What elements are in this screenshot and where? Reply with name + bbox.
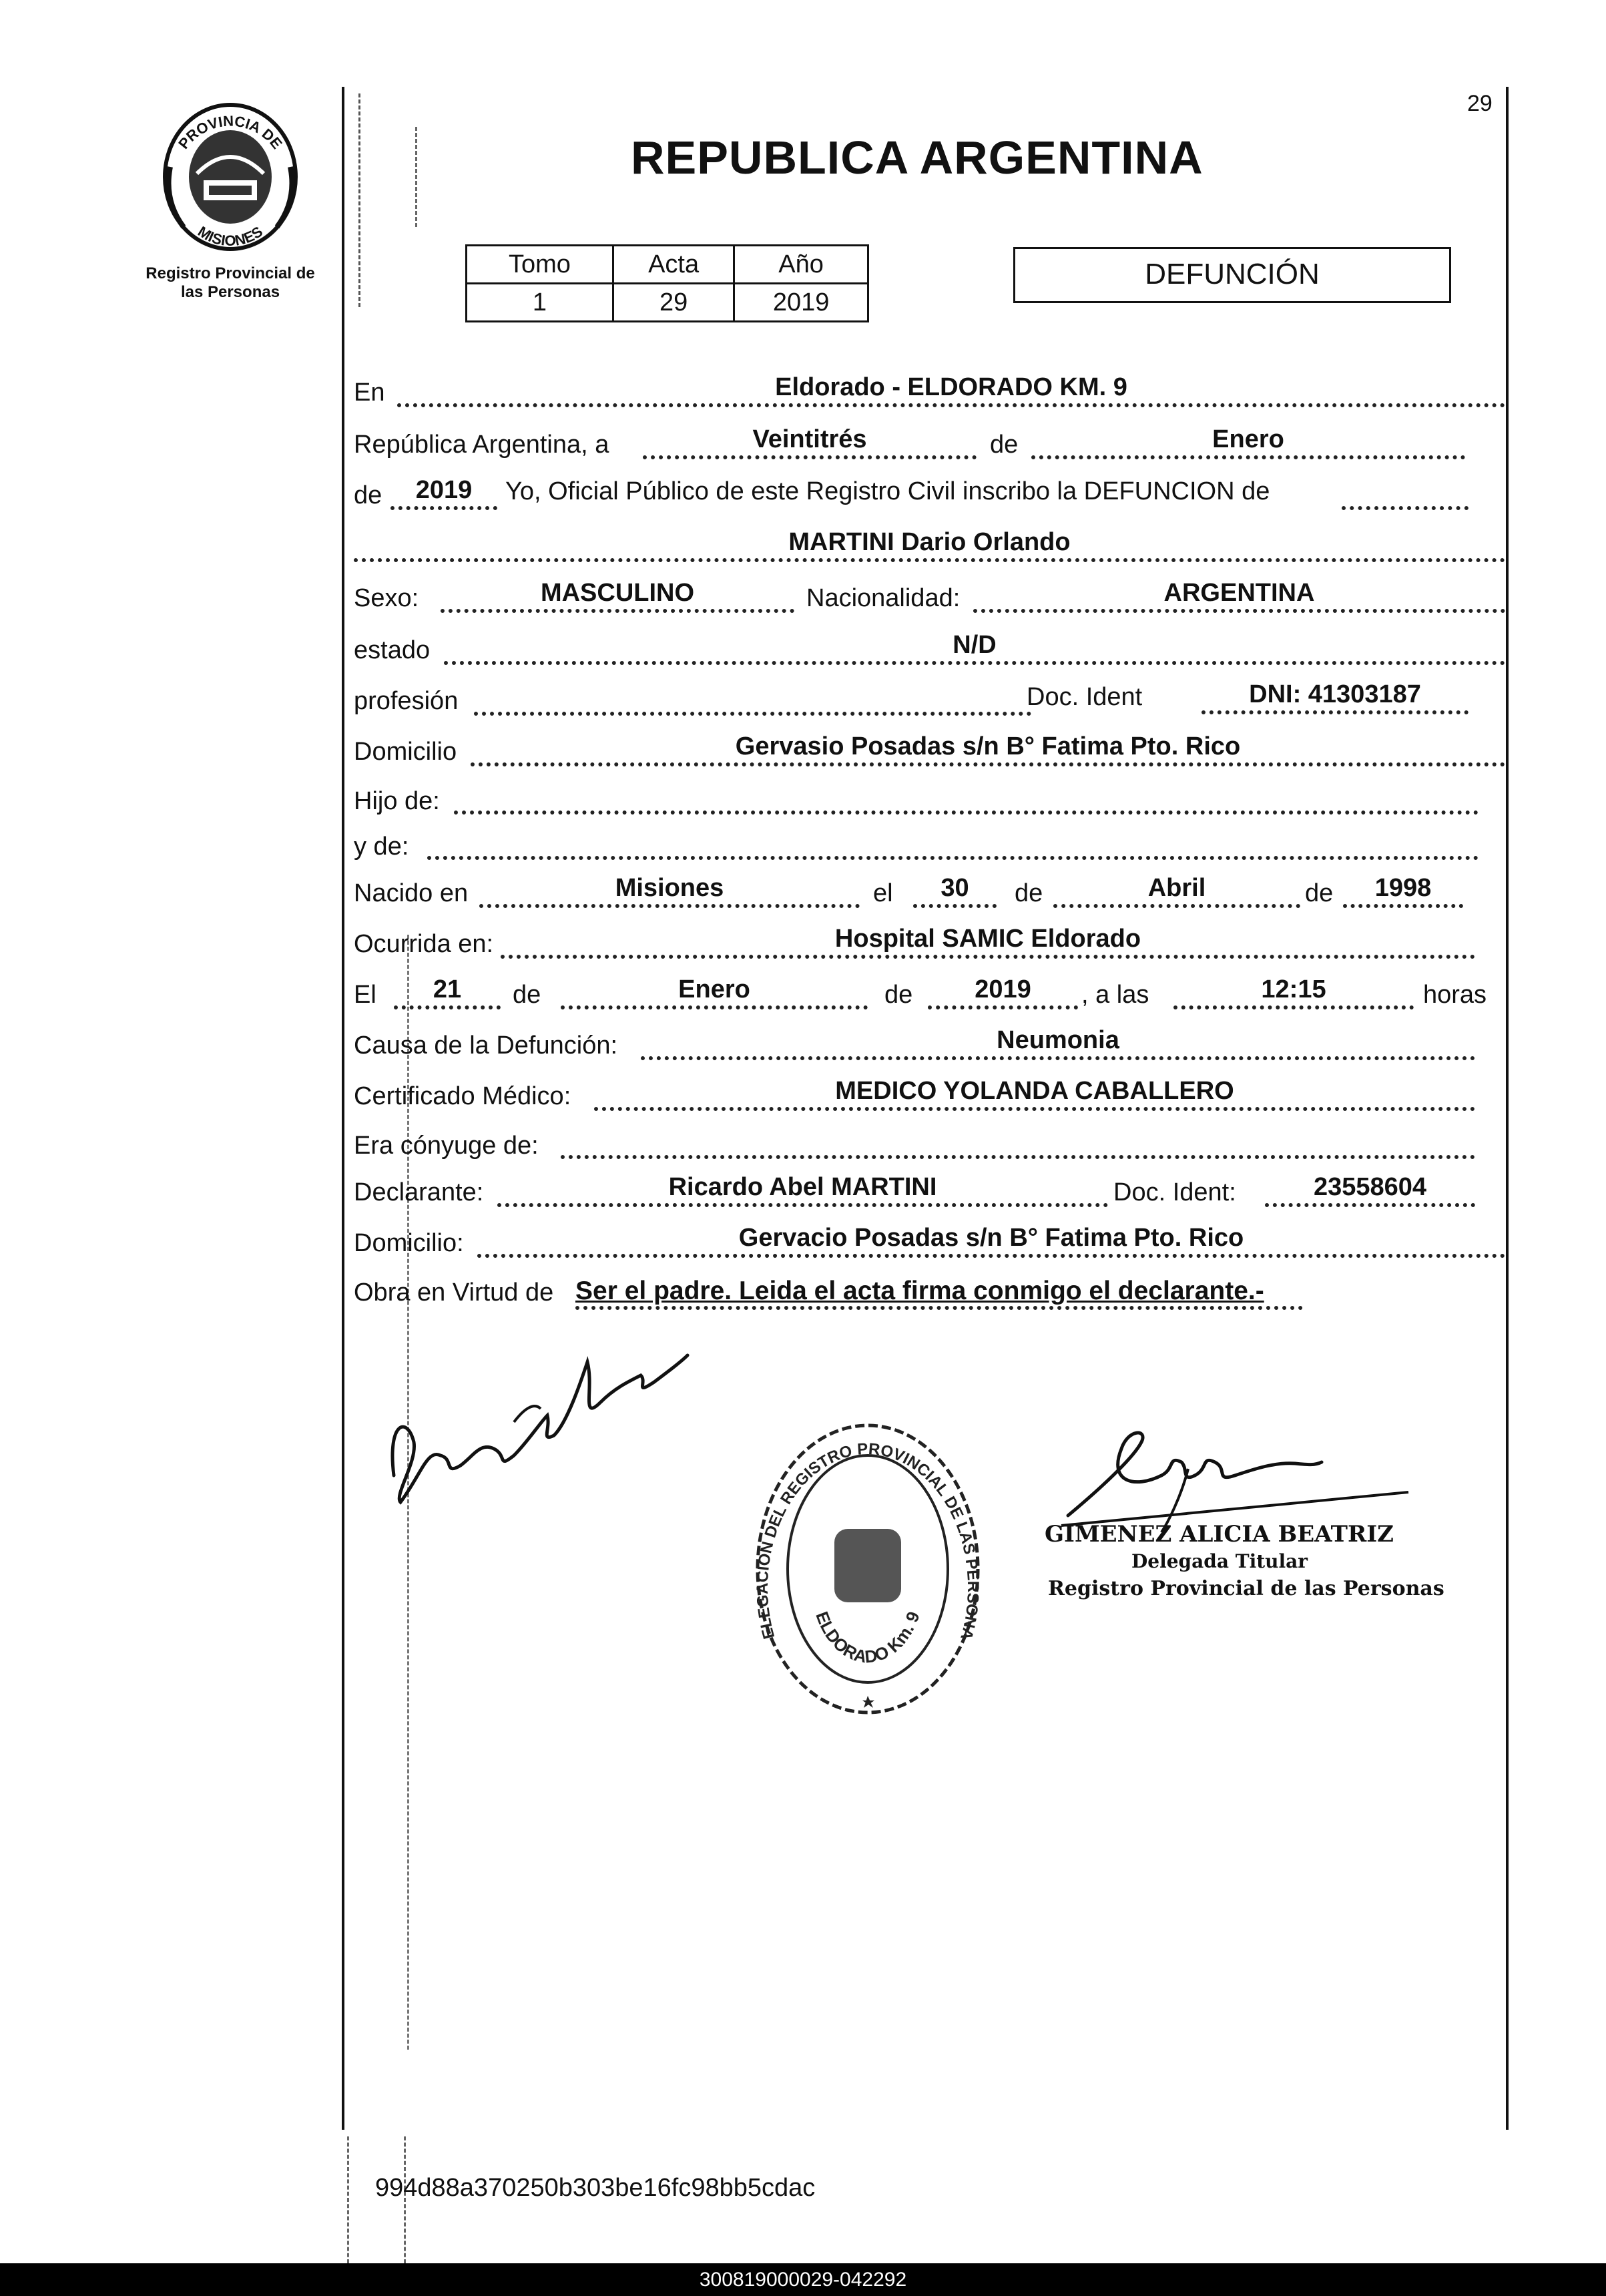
- declarant-signature: [380, 1342, 694, 1509]
- acta-value-row: [467, 284, 868, 322]
- domicilio-value: Gervasio Posadas s/n B° Fatima Pto. Rico: [735, 732, 1241, 760]
- declarante-doc-dotline: [1265, 1203, 1475, 1207]
- year-dotline: [390, 506, 497, 510]
- declarante-value: Ricardo Abel MARTINI: [668, 1173, 937, 1201]
- death-year: 2019: [975, 975, 1031, 1003]
- document-type-box: DEFUNCIÓN: [1013, 247, 1451, 303]
- profesion-label: profesión: [354, 687, 459, 715]
- el-label-2: El: [354, 981, 376, 1009]
- stamp-arc-text: ELEGACION DEL REGISTRO PROVINCIAL DE LAS PERSONA: [753, 1439, 983, 1642]
- nacionalidad-label: Nacionalidad:: [806, 584, 961, 612]
- conyuge-label: Era cónyuge de:: [354, 1132, 539, 1160]
- estado-value: N/D: [953, 631, 997, 659]
- de-label-1: de: [990, 431, 1019, 459]
- domicilio-label-2: Domicilio:: [354, 1229, 464, 1257]
- barcode-strip: 300819000029-042292: [0, 2263, 1606, 2296]
- left-margin-line: [342, 87, 344, 2130]
- birth-month-dotline: [1053, 904, 1300, 908]
- doc-ident-label-2: Doc. Ident:: [1113, 1178, 1236, 1206]
- acta-table: [465, 244, 869, 322]
- declarante-doc: 23558604: [1313, 1173, 1427, 1201]
- hijo-label: Hijo de:: [354, 787, 440, 815]
- estado-dotline: [444, 661, 1505, 665]
- logo-arc-bottom: MISIONES: [195, 222, 266, 249]
- ocurrida-label: Ocurrida en:: [354, 930, 494, 958]
- death-time: 12:15: [1261, 975, 1326, 1003]
- obra-value: Ser el padre. Leida el acta firma conmigo el declarante.-: [575, 1277, 1264, 1305]
- registry-line-2: las Personas: [180, 283, 280, 301]
- death-month: Enero: [678, 975, 750, 1003]
- right-margin-line: [1506, 87, 1509, 2130]
- estado-label: estado: [354, 636, 431, 664]
- ocurrida-value: Hospital SAMIC Eldorado: [834, 925, 1141, 953]
- sexo-value: MASCULINO: [540, 579, 695, 607]
- page-title: REPUBLICA ARGENTINA: [631, 132, 1203, 184]
- declarant-signature-text: Ricardo Martini: [380, 1342, 385, 1343]
- en-label: En: [354, 379, 385, 407]
- ocurrida-dotline: [501, 955, 1475, 959]
- de-label-2: de: [1015, 879, 1043, 907]
- horas-label: horas: [1423, 981, 1487, 1009]
- causa-label: Causa de la Defunción:: [354, 1031, 618, 1060]
- official-signature: [1055, 1415, 1415, 1536]
- profesion-dotline: [474, 712, 1031, 716]
- official-title: Delegada Titular: [1131, 1550, 1308, 1572]
- de-label-3: de: [1305, 879, 1334, 907]
- death-time-dotline: [1173, 1005, 1414, 1009]
- page-number: 29: [1467, 91, 1493, 116]
- certificado-label: Certificado Médico:: [354, 1082, 571, 1110]
- birth-year: 1998: [1374, 874, 1432, 902]
- official-name: GIMENEZ ALICIA BEATRIZ: [1045, 1521, 1394, 1548]
- day-text-value: Veintitrés: [752, 425, 867, 453]
- registry-caption: [120, 264, 340, 302]
- y-de-label: y de:: [354, 833, 409, 861]
- acta-header-acta: Acta: [613, 246, 734, 284]
- death-month-dotline: [561, 1005, 868, 1009]
- death-year-dotline: [928, 1005, 1078, 1009]
- domicilio-dotline: [471, 762, 1505, 766]
- birth-day: 30: [941, 874, 969, 902]
- deceased-name: MARTINI Dario Orlando: [788, 528, 1071, 556]
- birth-month: Abril: [1147, 874, 1206, 902]
- domicilio-label: Domicilio: [354, 738, 457, 766]
- causa-value: Neumonia: [997, 1026, 1119, 1054]
- certificado-dotline: [594, 1107, 1475, 1111]
- sexo-dotline: [441, 609, 794, 613]
- day-dotline: [643, 455, 977, 459]
- hijo-dotline: [454, 811, 1479, 815]
- fold-line-1: [358, 93, 360, 307]
- y-de-dotline: [427, 856, 1479, 860]
- doc-ident-dotline: [1201, 710, 1468, 714]
- month-text-value: Enero: [1212, 425, 1284, 453]
- conyuge-dotline: [561, 1155, 1475, 1159]
- acta-value-tomo: 1: [467, 284, 613, 322]
- declarante-label: Declarante:: [354, 1178, 484, 1206]
- svg-text:DELEGACION DEL REGISTRO PROVIN: [748, 1415, 982, 1642]
- doc-ident-label: Doc. Ident: [1027, 683, 1143, 711]
- death-day: 21: [433, 975, 462, 1003]
- logo-arc-top: PROVINCIA DE: [175, 112, 286, 152]
- nacionalidad-value: ARGENTINA: [1163, 579, 1315, 607]
- en-dotline: [397, 403, 1505, 407]
- birth-day-dotline: [913, 904, 997, 908]
- declarante-dotline: [497, 1203, 1108, 1207]
- domicilio-2-dotline: [477, 1254, 1505, 1258]
- nacido-place: Misiones: [615, 874, 724, 902]
- domicilio-value-2: Gervacio Posadas s/n B° Fatima Pto. Rico: [738, 1224, 1244, 1252]
- svg-text:ELDORADO Km. 9: [812, 1609, 923, 1667]
- acta-header-row: [467, 246, 868, 284]
- republica-label: República Argentina, a: [354, 431, 609, 459]
- certificado-value: MEDICO YOLANDA CABALLERO: [835, 1077, 1234, 1105]
- province-logo: [157, 100, 304, 254]
- year-value: 2019: [415, 476, 473, 504]
- obra-dotline: [575, 1306, 1303, 1310]
- fold-line-2: [415, 127, 417, 227]
- fold-line-4: [347, 2136, 349, 2263]
- document-hash: 994d88a370250b303be16fc98bb5cdac: [375, 2174, 816, 2202]
- causa-dotline: [641, 1056, 1475, 1060]
- registry-line-1: Registro Provincial de: [146, 264, 315, 282]
- death-day-dotline: [394, 1005, 501, 1009]
- nacionalidad-dotline: [973, 609, 1505, 613]
- nacido-label: Nacido en: [354, 879, 469, 907]
- sexo-label: Sexo:: [354, 584, 419, 612]
- acta-header-ano: Año: [734, 246, 868, 284]
- stamp-inner-text: ELDORADO Km. 9: [812, 1608, 924, 1667]
- acta-header-tomo: Tomo: [467, 246, 613, 284]
- en-value: Eldorado - ELDORADO KM. 9: [775, 373, 1127, 401]
- official-org: Registro Provincial de las Personas: [1048, 1577, 1444, 1600]
- el-label: el: [873, 879, 893, 907]
- month-dotline: [1031, 455, 1465, 459]
- name-dotline: [354, 558, 1505, 562]
- obra-label: Obra en Virtud de: [354, 1279, 554, 1307]
- year-prefix-label: de: [354, 481, 382, 509]
- official-signature-text: Gimenez: [1055, 1415, 1058, 1416]
- doc-ident-value: DNI: 41303187: [1249, 680, 1421, 708]
- birth-year-dotline: [1343, 904, 1463, 908]
- acta-value-acta: 29: [613, 284, 734, 322]
- de-label-4: de: [513, 981, 541, 1009]
- nacido-place-dotline: [479, 904, 860, 908]
- acta-value-ano: 2019: [734, 284, 868, 322]
- statement-dotline: [1342, 506, 1468, 510]
- a-las-label: , a las: [1081, 981, 1149, 1009]
- official-stamp: [748, 1415, 988, 1723]
- de-label-5: de: [884, 981, 913, 1009]
- statement-text: Yo, Oficial Público de este Registro Civil inscribo la DEFUNCION de: [505, 477, 1270, 505]
